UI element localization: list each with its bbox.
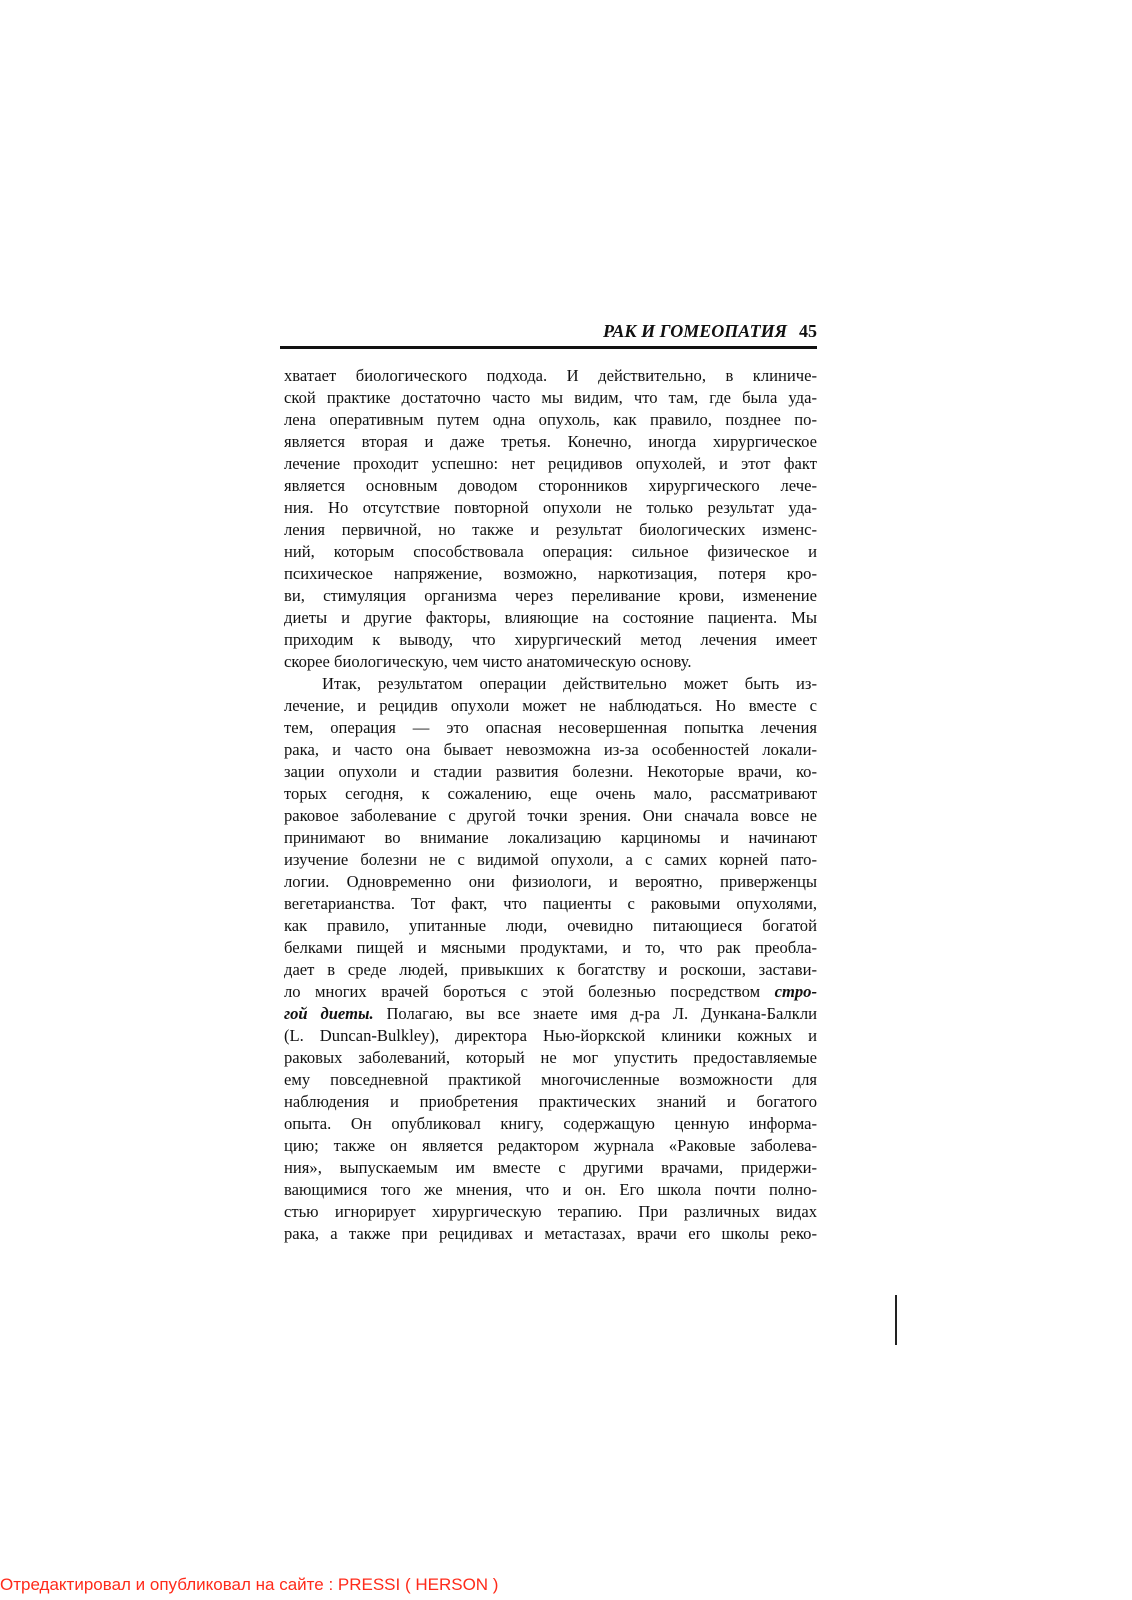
text-line: Итак, результатом операции действительно может быть из- — [322, 674, 817, 693]
text-line: вающимися того же мнения, что и он. Его школа почти полно- — [284, 1180, 817, 1199]
text-line: ему повседневной практикой многочисленные возможности для — [284, 1070, 817, 1089]
paragraph-2 — [284, 673, 817, 1245]
text-line: ний, которым способствовала операция: сильное физическое и — [284, 542, 817, 561]
emphasis-text: гой диеты. — [284, 1004, 374, 1023]
text-line: изучение болезни не с видимой опухоли, а с самих корней пато- — [284, 850, 817, 869]
text-line: лечение, и рецидив опухоли может не наблюдаться. Но вместе с — [284, 696, 817, 715]
footer-credit[interactable]: Отредактировал и опубликовал на сайте : PRESSI ( HERSON ) — [0, 1575, 499, 1594]
text-line: ви, стимуляция организма через переливание крови, изменение — [284, 586, 817, 605]
page-number: 45 — [799, 321, 817, 341]
page-header — [280, 316, 817, 349]
text-line: приходим к выводу, что хирургический метод лечения имеет — [284, 630, 817, 649]
text-line: опыта. Он опубликовал книгу, содержащую ценную информа- — [284, 1114, 817, 1133]
body-text — [284, 365, 817, 1245]
text-line: принимают во внимание локализацию карциномы и начинают — [284, 828, 817, 847]
text-fragment: Полагаю, вы все знаете имя д-ра Л. Дункана-Балкли — [373, 1004, 817, 1023]
margin-mark — [895, 1295, 897, 1345]
text-line: дает в среде людей, привыкших к богатству и роскоши, застави- — [284, 960, 817, 979]
text-line: является вторая и даже третья. Конечно, иногда хирургическое — [284, 432, 817, 451]
text-line: рака, и часто она бывает невозможна из-за особенностей локали- — [284, 740, 817, 759]
text-line: лена оперативным путем одна опухоль, как правило, позднее по- — [284, 410, 817, 429]
text-line: ской практике достаточно часто мы видим, что там, где была уда- — [284, 388, 817, 407]
text-line: рака, а также при рецидивах и метастазах, врачи его школы реко- — [284, 1224, 817, 1243]
text-line: скорее биологическую, чем чисто анатомическую основу. — [284, 652, 692, 671]
text-fragment: ло многих врачей бороться с этой болезнью посредством — [284, 982, 761, 1001]
text-line: лечение проходит успешно: нет рецидивов опухолей, и этот факт — [284, 454, 817, 473]
text-line: торых сегодня, к сожалению, еще очень мало, рассматривают — [284, 784, 817, 803]
text-line: хватает биологического подхода. И действительно, в клиниче- — [284, 366, 817, 385]
text-line: белками пищей и мясными продуктами, и то, что рак преобла- — [284, 938, 817, 957]
text-line — [284, 981, 817, 1003]
paragraph-1 — [284, 365, 817, 673]
emphasis-text: стро- — [774, 982, 817, 1001]
text-line: диеты и другие факторы, влияющие на состояние пациента. Мы — [284, 608, 817, 627]
running-title: РАК И ГОМЕОПАТИЯ — [603, 321, 787, 341]
text-line: (L. Duncan-Bulkley), директора Нью-йоркской клиники кожных и — [284, 1026, 817, 1045]
text-line: ления первичной, но также и результат биологических изменс- — [284, 520, 817, 539]
text-line: является основным доводом сторонников хирургического лече- — [284, 476, 817, 495]
text-line: раковое заболевание с другой точки зрения. Они сначала вовсе не — [284, 806, 817, 825]
text-line: стью игнорирует хирургическую терапию. При различных видах — [284, 1202, 817, 1221]
text-line: цию; также он является редактором журнала «Раковые заболева- — [284, 1136, 817, 1155]
text-line: раковых заболеваний, который не мог упустить предоставляемые — [284, 1048, 817, 1067]
text-line: ния», выпускаемым им вместе с другими врачами, придержи- — [284, 1158, 817, 1177]
text-line: зации опухоли и стадии развития болезни. Некоторые врачи, ко- — [284, 762, 817, 781]
text-line — [284, 1003, 817, 1025]
text-line: логии. Одновременно они физиологи, и вероятно, приверженцы — [284, 872, 817, 891]
text-line: как правило, упитанные люди, очевидно питающиеся богатой — [284, 916, 817, 935]
text-line: наблюдения и приобретения практических знаний и богатого — [284, 1092, 817, 1111]
text-line: психическое напряжение, возможно, наркотизация, потеря кро- — [284, 564, 817, 583]
text-line: вегетарианства. Тот факт, что пациенты с раковыми опухолями, — [284, 894, 817, 913]
text-line: тем, операция — это опасная несовершенная попытка лечения — [284, 718, 817, 737]
text-line: ния. Но отсутствие повторной опухоли не только результат уда- — [284, 498, 817, 517]
